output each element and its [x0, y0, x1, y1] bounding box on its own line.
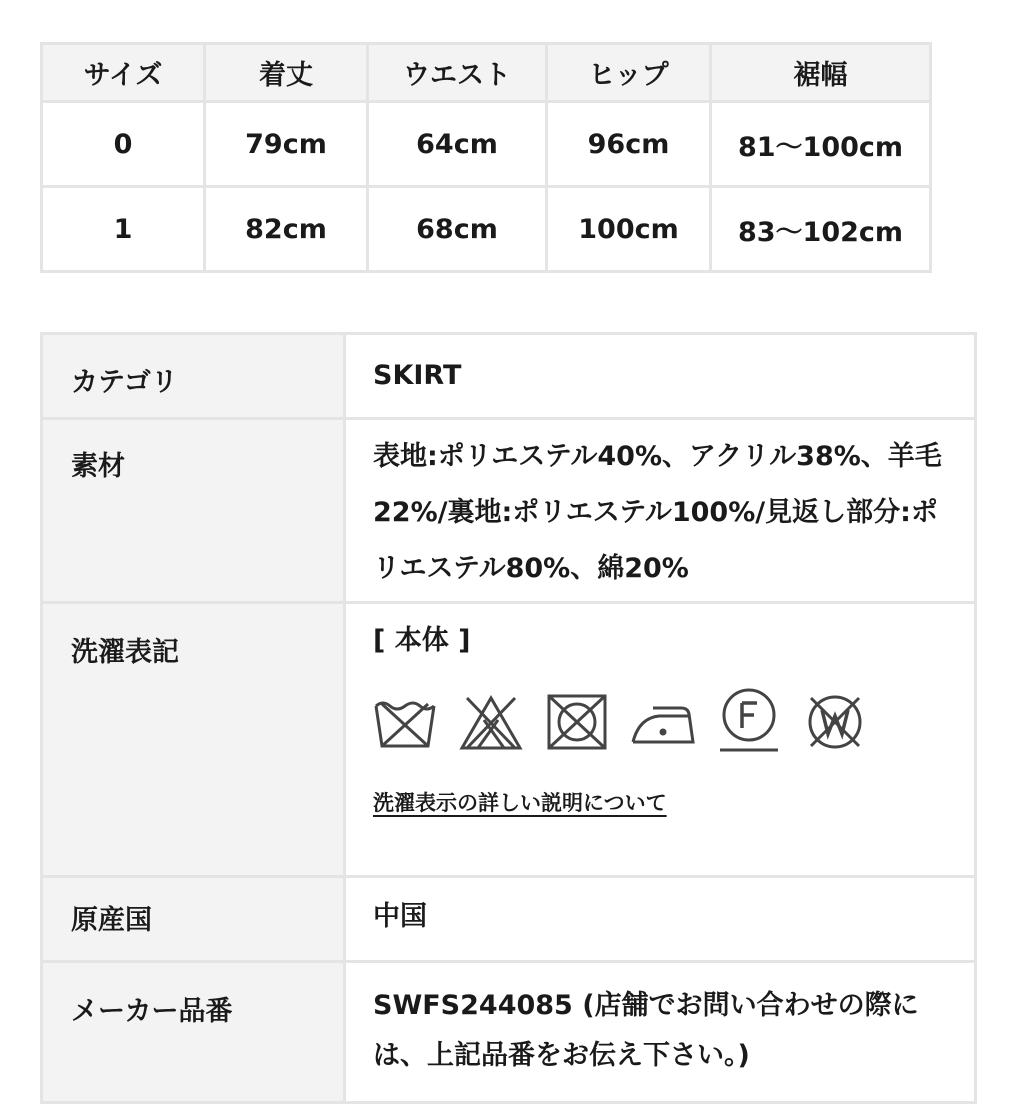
washing-cell	[345, 603, 976, 877]
length-cell: 79cm	[205, 102, 368, 187]
waist-cell: 68cm	[368, 187, 547, 272]
wash-icons	[373, 682, 974, 762]
size-header-length: 着丈	[205, 44, 368, 102]
size-header-waist: ウエスト	[368, 44, 547, 102]
maker-value: SWFS244085 (店舗でお問い合わせの際には、上記品番をお伝え下さい。)	[345, 962, 976, 1103]
length-cell: 82cm	[205, 187, 368, 272]
spec-label	[42, 877, 345, 962]
spec-row-washing	[42, 603, 976, 877]
spec-row-category	[42, 334, 976, 419]
spec-label	[42, 419, 345, 603]
material-label: 素材	[71, 451, 125, 482]
category-label: カテゴリ	[71, 367, 178, 398]
hip-cell: 96cm	[547, 102, 711, 187]
origin-label: 原産国	[71, 905, 152, 936]
size-header-size: サイズ	[42, 44, 205, 102]
washing-part-label: [ 本体 ]	[373, 625, 471, 656]
washing-label: 洗濯表記	[71, 637, 179, 668]
hem-width-cell: 81〜100cm	[711, 102, 931, 187]
spec-label	[42, 603, 345, 877]
spec-table	[40, 332, 977, 1104]
hand-wash-prohibited-icon	[373, 692, 437, 752]
dry-clean-f-icon	[717, 687, 781, 757]
maker-label: メーカー品番	[71, 996, 233, 1027]
size-header-hip: ヒップ	[547, 44, 711, 102]
size-cell: 0	[42, 102, 205, 187]
category-value: SKIRT	[345, 334, 976, 419]
spec-row-maker	[42, 962, 976, 1103]
spec-label	[42, 962, 345, 1103]
origin-value: 中国	[345, 877, 976, 962]
spec-row-material	[42, 419, 976, 603]
size-table-header-row	[42, 44, 931, 102]
table-row	[42, 187, 931, 272]
size-cell: 1	[42, 187, 205, 272]
washing-detail-link[interactable]: 洗濯表示の詳しい説明について	[373, 791, 667, 815]
iron-low-icon	[631, 692, 695, 752]
table-row	[42, 102, 931, 187]
size-header-hem-width: 裾幅	[711, 44, 931, 102]
wet-clean-prohibited-icon	[803, 692, 867, 752]
bleach-prohibited-icon	[459, 692, 523, 752]
spec-row-origin	[42, 877, 976, 962]
spec-label	[42, 334, 345, 419]
material-value: 表地:ポリエステル40%、アクリル38%、羊毛22%/裏地:ポリエステル100%/見返し部分:ポリエステル80%、綿20%	[345, 419, 976, 603]
hip-cell: 100cm	[547, 187, 711, 272]
size-table	[40, 42, 932, 273]
hem-width-cell: 83〜102cm	[711, 187, 931, 272]
waist-cell: 64cm	[368, 102, 547, 187]
tumble-dry-prohibited-icon	[545, 692, 609, 752]
